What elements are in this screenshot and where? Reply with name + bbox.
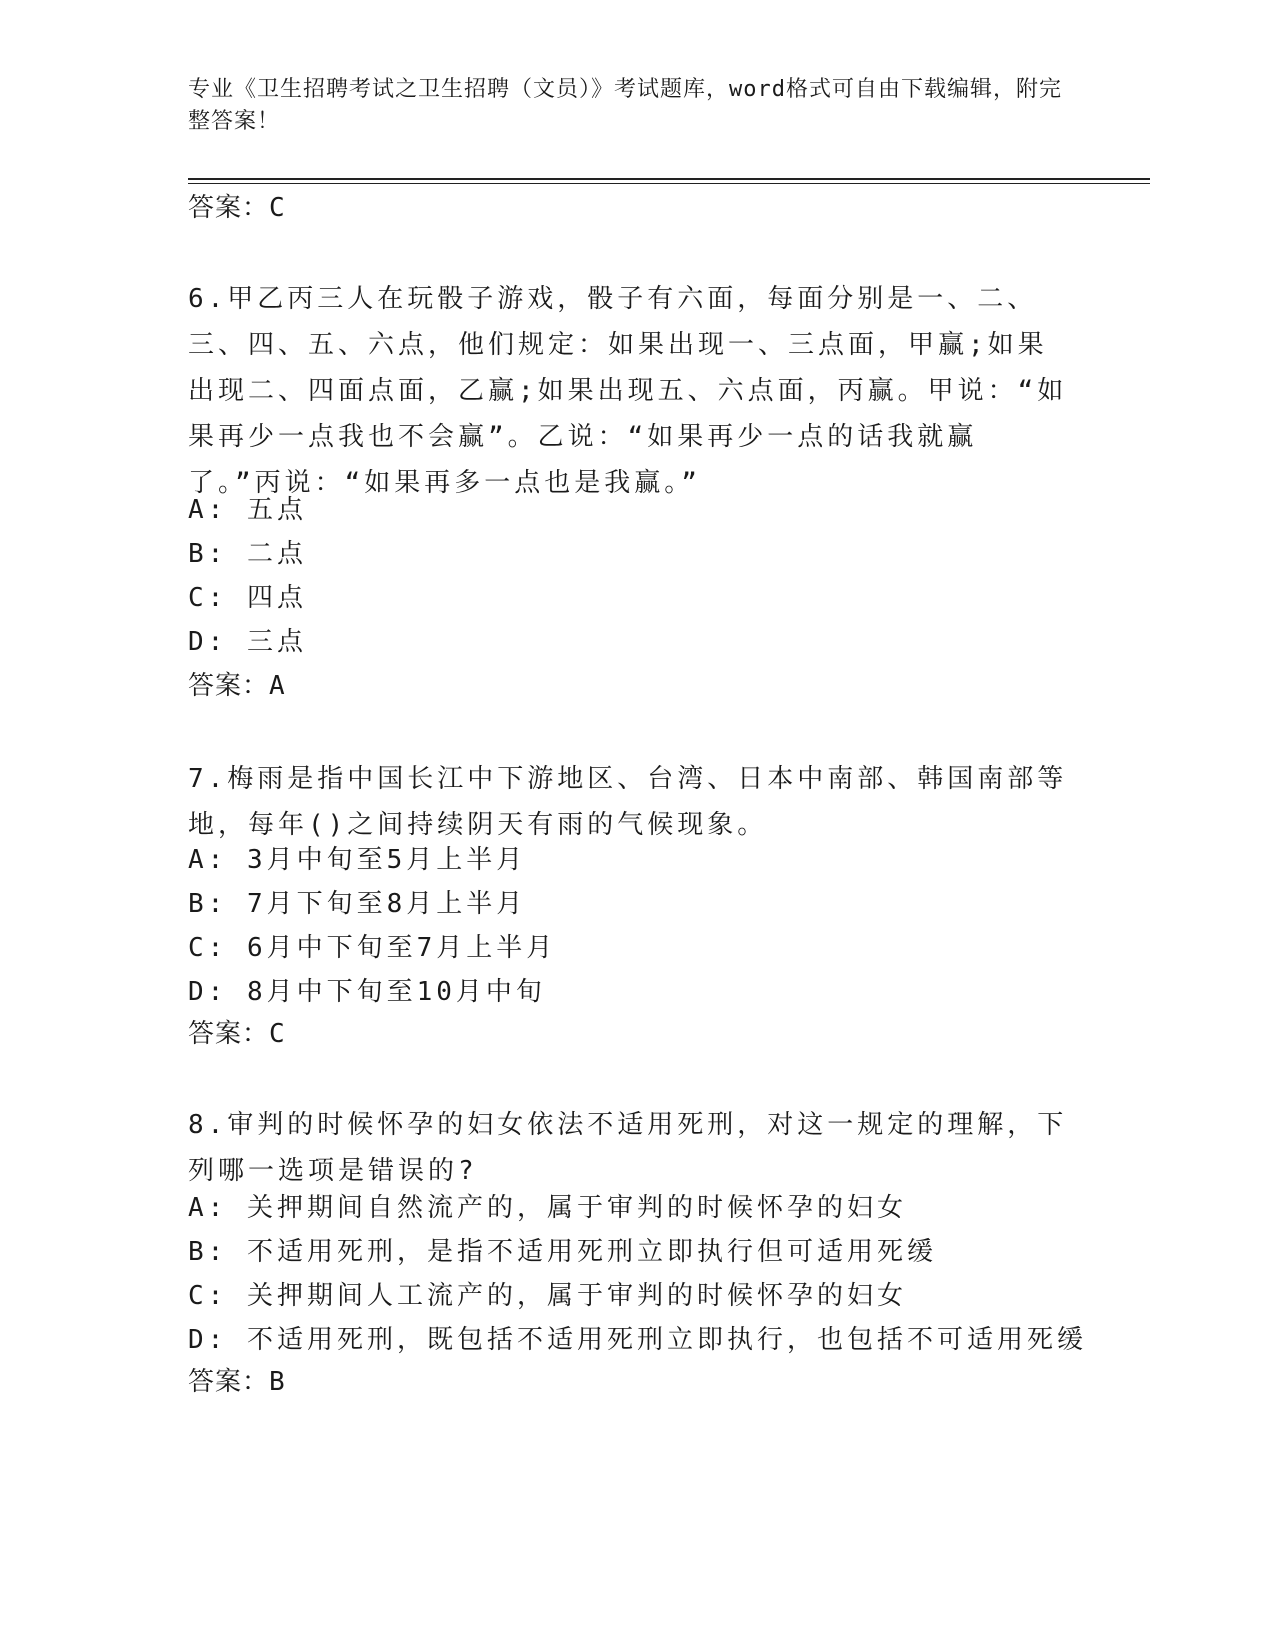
question-6-option-a: A: 五点 bbox=[188, 495, 307, 525]
header-divider bbox=[188, 178, 1150, 180]
document-header: 专业《卫生招聘考试之卫生招聘（文员）》考试题库，word格式可自由下载编辑，附完整答案！ bbox=[188, 77, 1062, 134]
question-6-option-c: C: 四点 bbox=[188, 583, 307, 613]
question-7-stem: 7.梅雨是指中国长江中下游地区、台湾、日本中南部、韩国南部等地，每年()之间持续阴天有雨的气候现象。 bbox=[188, 764, 1068, 840]
question-7-option-b: B: 7月下旬至8月上半月 bbox=[188, 889, 527, 919]
question-8-option-d: D: 不适用死刑，既包括不适用死刑立即执行，也包括不可适用死缓 bbox=[188, 1325, 1087, 1355]
previous-answer: 答案：C bbox=[188, 193, 286, 223]
question-8-option-b: B: 不适用死刑，是指不适用死刑立即执行但可适用死缓 bbox=[188, 1237, 937, 1267]
question-6-option-d: D: 三点 bbox=[188, 627, 307, 657]
question-7-option-d: D: 8月中下旬至10月中旬 bbox=[188, 977, 546, 1007]
question-6-option-b: B: 二点 bbox=[188, 539, 307, 569]
header-divider-thin bbox=[188, 183, 1150, 184]
question-6-stem: 6.甲乙丙三人在玩骰子游戏，骰子有六面，每面分别是一、二、三、四、五、六点，他们规定：如果出现一、三点面，甲赢;如果出现二、四面点面，乙赢;如果出现五、六点面，丙赢。甲说：“如果再少一点我也不会赢”。乙说：“如果再少一点的话我就赢了。”丙说：“如果再多一点也是我赢。” bbox=[188, 284, 1068, 498]
question-7-answer: 答案：C bbox=[188, 1019, 286, 1049]
question-6-answer: 答案：A bbox=[188, 671, 286, 701]
question-7-option-a: A: 3月中旬至5月上半月 bbox=[188, 845, 527, 875]
question-8-answer: 答案：B bbox=[188, 1367, 286, 1397]
question-8-option-a: A: 关押期间自然流产的，属于审判的时候怀孕的妇女 bbox=[188, 1193, 907, 1223]
question-8-stem: 8.审判的时候怀孕的妇女依法不适用死刑，对这一规定的理解，下列哪一选项是错误的? bbox=[188, 1110, 1068, 1186]
question-7-option-c: C: 6月中下旬至7月上半月 bbox=[188, 933, 557, 963]
question-8-option-c: C: 关押期间人工流产的，属于审判的时候怀孕的妇女 bbox=[188, 1281, 907, 1311]
